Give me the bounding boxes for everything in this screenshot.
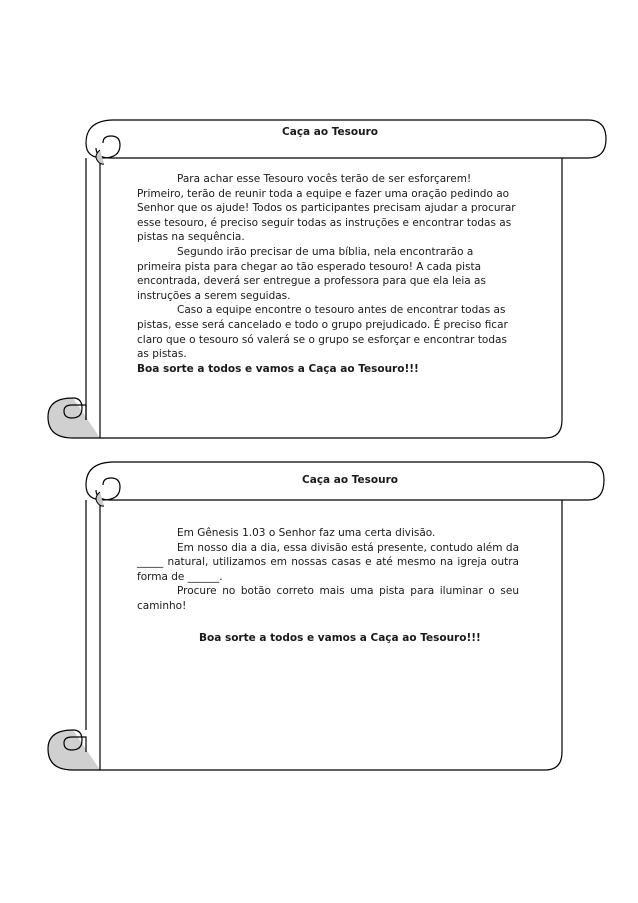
scroll-2-paragraph-1: Em Gênesis 1.03 o Senhor faz uma certa divisão. <box>177 527 436 539</box>
scroll-card-2 <box>0 460 638 790</box>
scroll-card-1 <box>0 0 638 450</box>
scroll-2-closing: Boa sorte a todos e vamos a Caça ao Tesouro!!! <box>199 631 481 644</box>
scroll-1-paragraph-3: Caso a equipe encontre o tesouro antes de encontrar todas as pistas, esse será cancelado e todo o grupo prejudicado. É preciso ficar claro que o tesouro só valerá se o grupo se esforçar e encontrar todas as pistas. <box>137 304 508 361</box>
scroll-2-body <box>137 526 519 645</box>
scroll-1-body <box>137 172 519 376</box>
scroll-1-title: Caça ao Tesouro <box>282 126 378 138</box>
scroll-1-paragraph-2: Segundo irão precisar de uma bíblia, nela encontrarão a primeira pista para chegar ao tão esperado tesouro! A cada pista encontrada, deverá ser entregue a professora para que ela leia as instruções a serem seguidas. <box>137 245 486 302</box>
scroll-1-closing: Boa sorte a todos e vamos a Caça ao Tesouro!!! <box>137 362 419 375</box>
scroll-2-paragraph-2: Em nosso dia a dia, essa divisão está presente, contudo além da _____ natural, utilizamos em nossas casas e até mesmo na igreja outra forma de ______. <box>137 541 519 583</box>
scroll-1-paragraph-1: Para achar esse Tesouro vocês terão de ser esforçarem! Primeiro, terão de reunir toda a equipe e fazer uma oração pedindo ao Senhor que os ajude! Todos os participantes precisam ajudar a procurar esse tesouro, é preciso seguir todas as instruções e encontrar todas as pistas na sequência. <box>137 173 516 244</box>
scroll-2-paragraph-3: Procure no botão correto mais uma pista para iluminar o seu caminho! <box>137 585 519 612</box>
scroll-2-title: Caça ao Tesouro <box>302 474 398 486</box>
